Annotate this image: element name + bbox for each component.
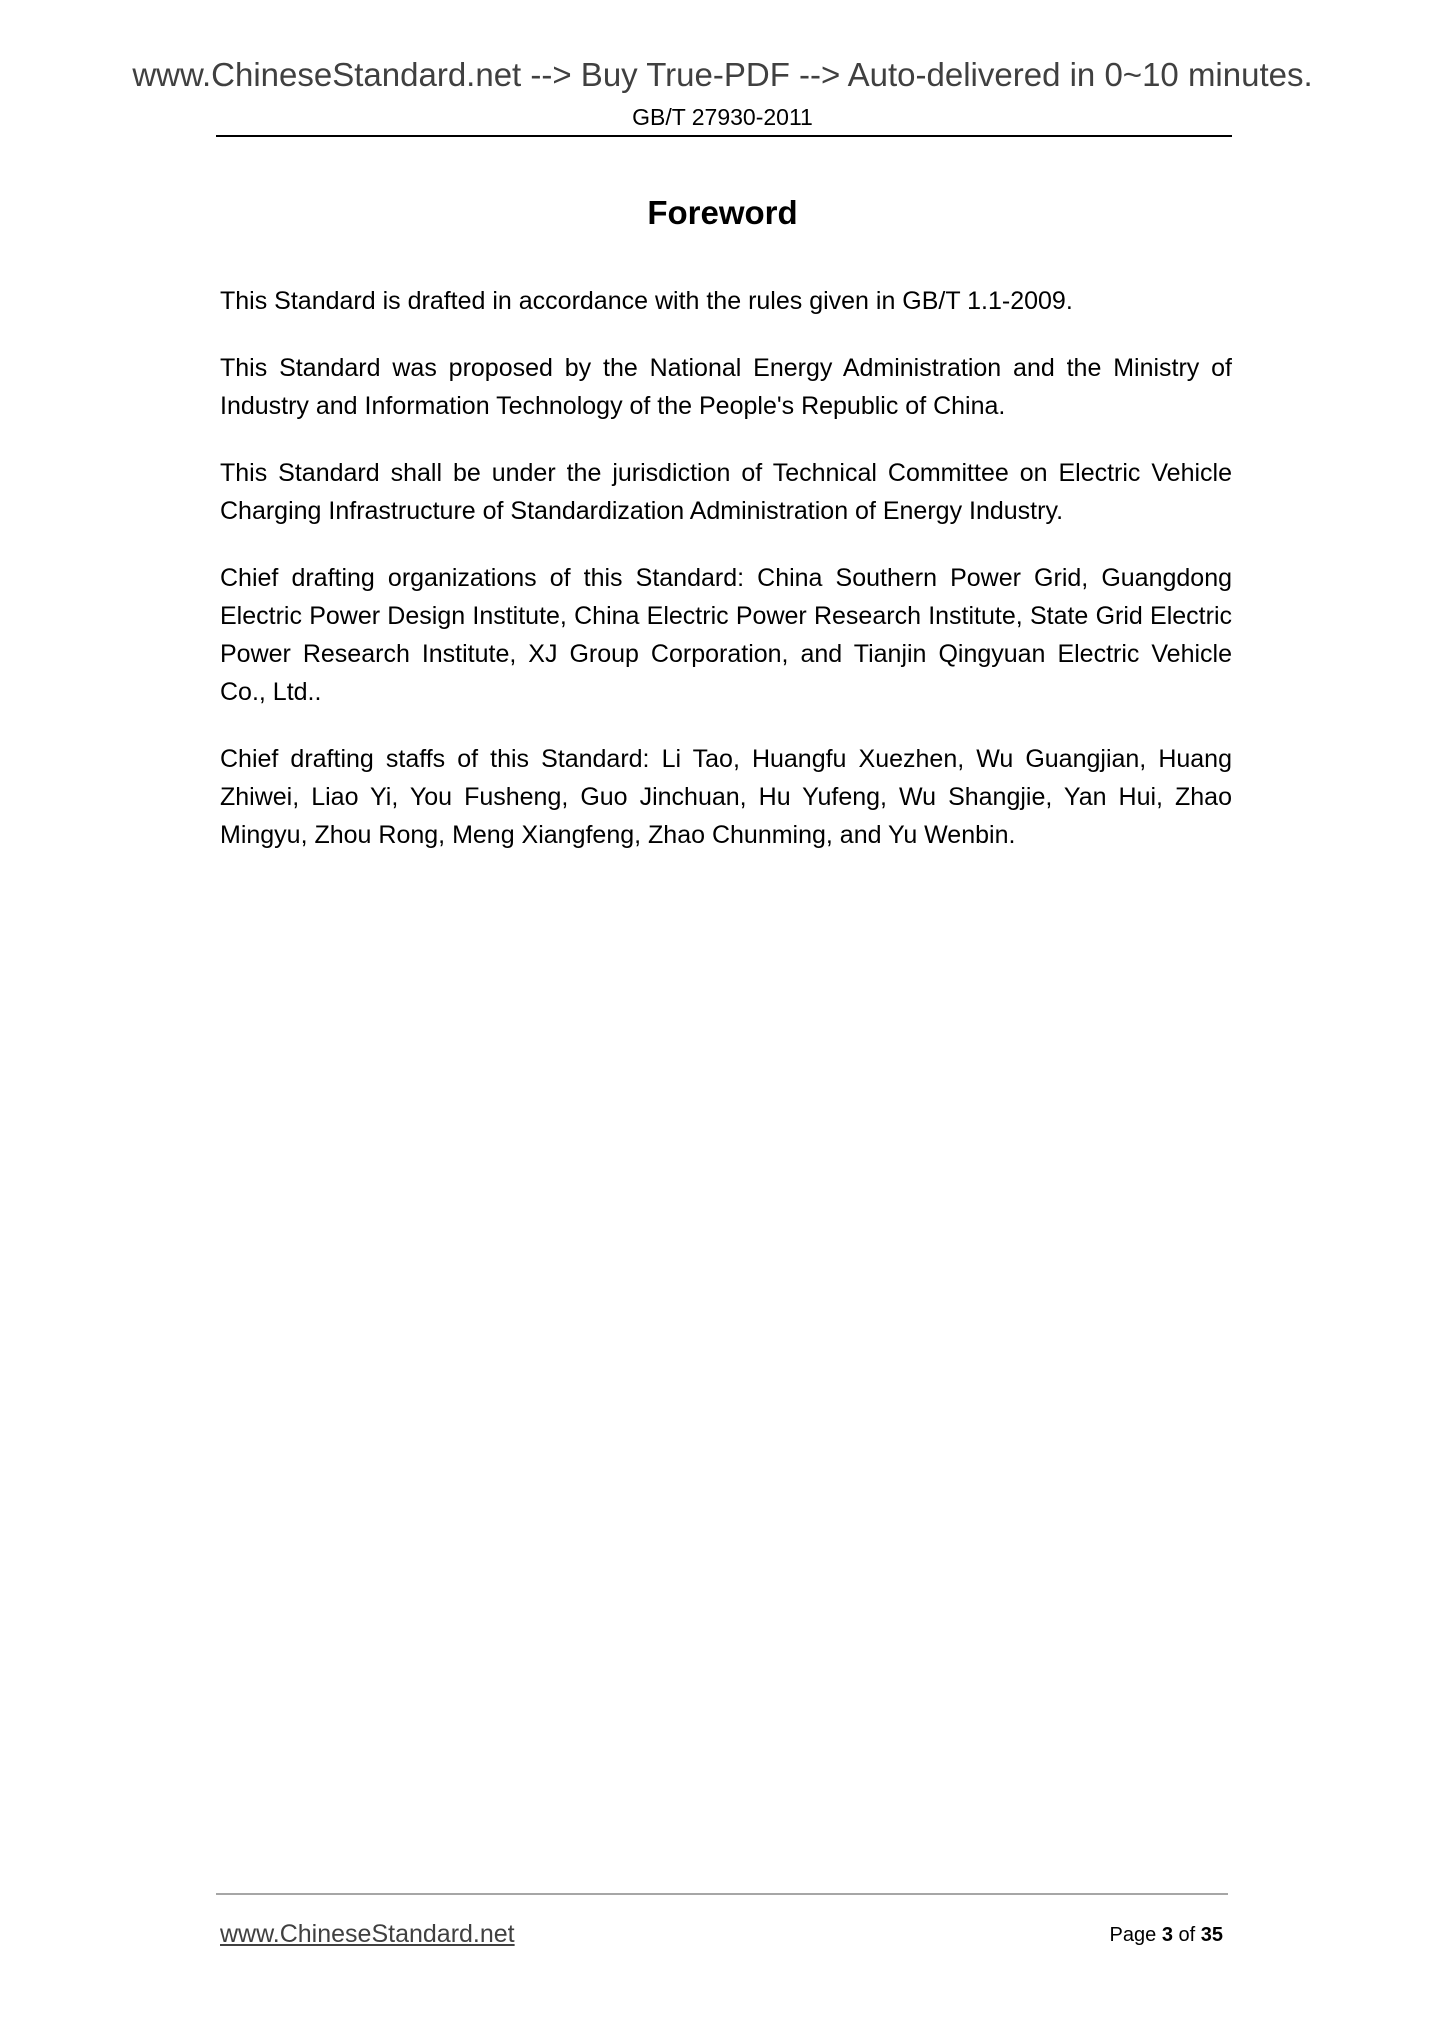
- page-current: 3: [1161, 1924, 1173, 1946]
- page-label: Page: [1109, 1924, 1157, 1946]
- paragraph-proposed-by: This Standard was proposed by the National Energy Administration and the Ministry of Industry and Information Technology of the People's Republic of China.: [220, 354, 1232, 420]
- page-title: Foreword: [647, 194, 798, 231]
- footer-site-link[interactable]: www.ChineseStandard.net: [220, 1920, 515, 1948]
- paragraph-jurisdiction: This Standard shall be under the jurisdiction of Technical Committee on Electric Vehicle Charging Infrastructure of Standardization Administration of Energy Industry.: [220, 459, 1232, 525]
- foreword-body: [220, 282, 1232, 883]
- page-total: 35: [1200, 1924, 1223, 1946]
- page-number: [1110, 1924, 1223, 1947]
- paragraph-drafting-organizations: Chief drafting organizations of this Standard: China Southern Power Grid, Guangdong Electric Power Design Institute, China Electric Power Research Institute, State Grid Electric Power Research Institute, XJ Group Corporation, and Tianjin Qingyuan Electric Vehicle Co., Ltd..: [220, 564, 1232, 706]
- header-divider: [216, 135, 1232, 137]
- site-banner: www.ChineseStandard.net --> Buy True-PDF --> Auto-delivered in 0~10 minutes.: [132, 56, 1313, 93]
- footer-divider: [216, 1893, 1228, 1895]
- paragraph-drafting-staffs: Chief drafting staffs of this Standard: Li Tao, Huangfu Xuezhen, Wu Guangjian, Huang Zhiwei, Liao Yi, You Fusheng, Guo Jinchuan, Hu Yufeng, Wu Shangjie, Yan Hui, Zhao Mingyu, Zhou Rong, Meng Xiangfeng, Zhao Chunming, and Yu Wenbin.: [220, 745, 1232, 849]
- standard-code: GB/T 27930-2011: [632, 104, 813, 130]
- page-of: of: [1178, 1924, 1196, 1946]
- paragraph-drafting-rules: This Standard is drafted in accordance with the rules given in GB/T 1.1-2009.: [220, 287, 1073, 315]
